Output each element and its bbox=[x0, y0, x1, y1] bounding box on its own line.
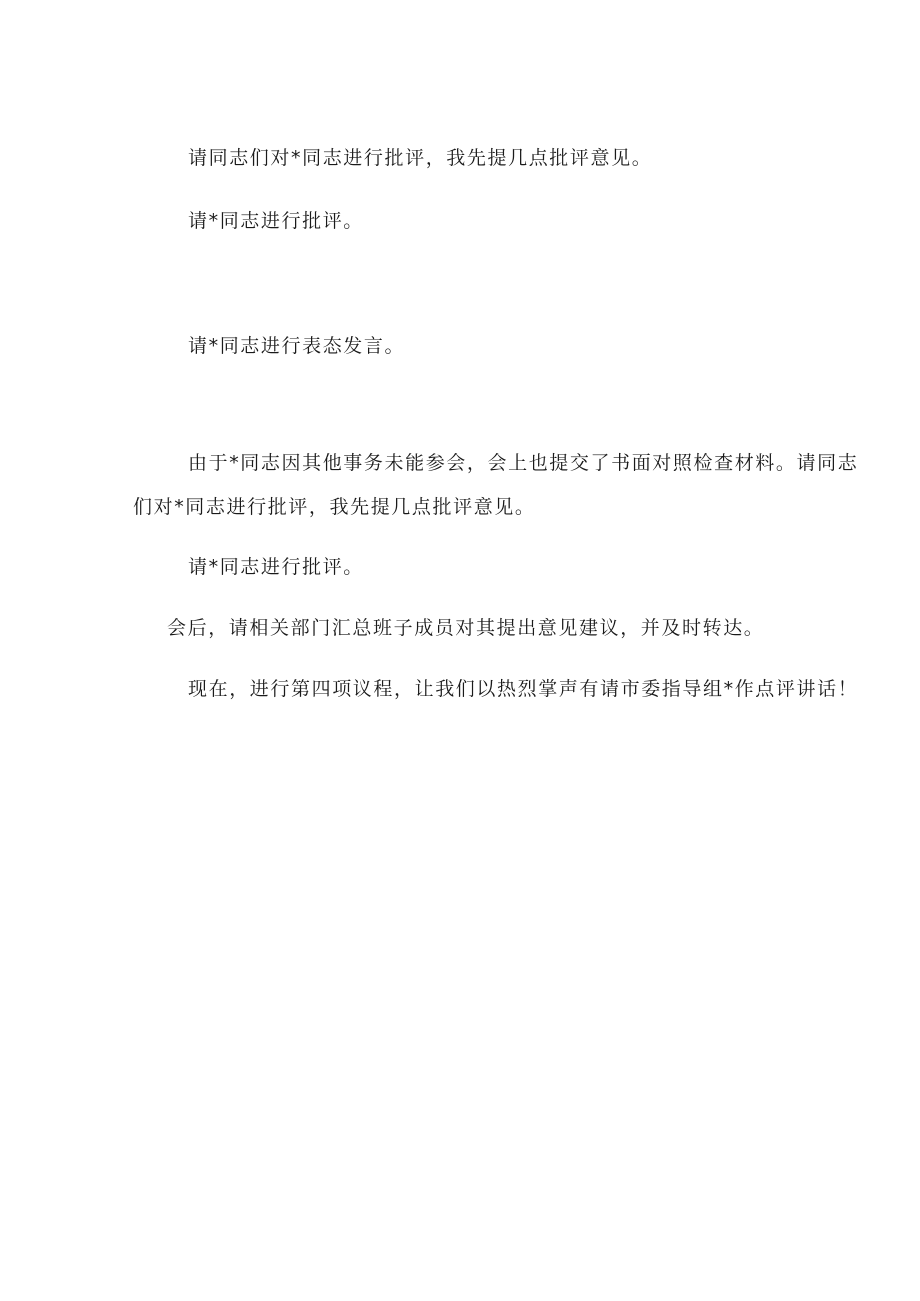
paragraph-3: 请*同志进行表态发言。 bbox=[188, 335, 406, 357]
paragraph-5: 请*同志进行批评。 bbox=[188, 556, 364, 578]
paragraph-4-line-2: 们对*同志进行批评，我先提几点批评意见。 bbox=[133, 496, 536, 518]
paragraph-7: 现在，进行第四项议程，让我们以热烈掌声有请市委指导组*作点评讲话！ bbox=[188, 678, 859, 700]
paragraph-1: 请同志们对*同志进行批评，我先提几点批评意见。 bbox=[188, 147, 653, 169]
paragraph-4-line-1: 由于*同志因其他事务未能参会，会上也提交了书面对照检查材料。请同志 bbox=[188, 452, 859, 474]
paragraph-2: 请*同志进行批评。 bbox=[188, 210, 364, 232]
paragraph-6: 会后，请相关部门汇总班子成员对其提出意见建议，并及时转达。 bbox=[167, 617, 765, 639]
